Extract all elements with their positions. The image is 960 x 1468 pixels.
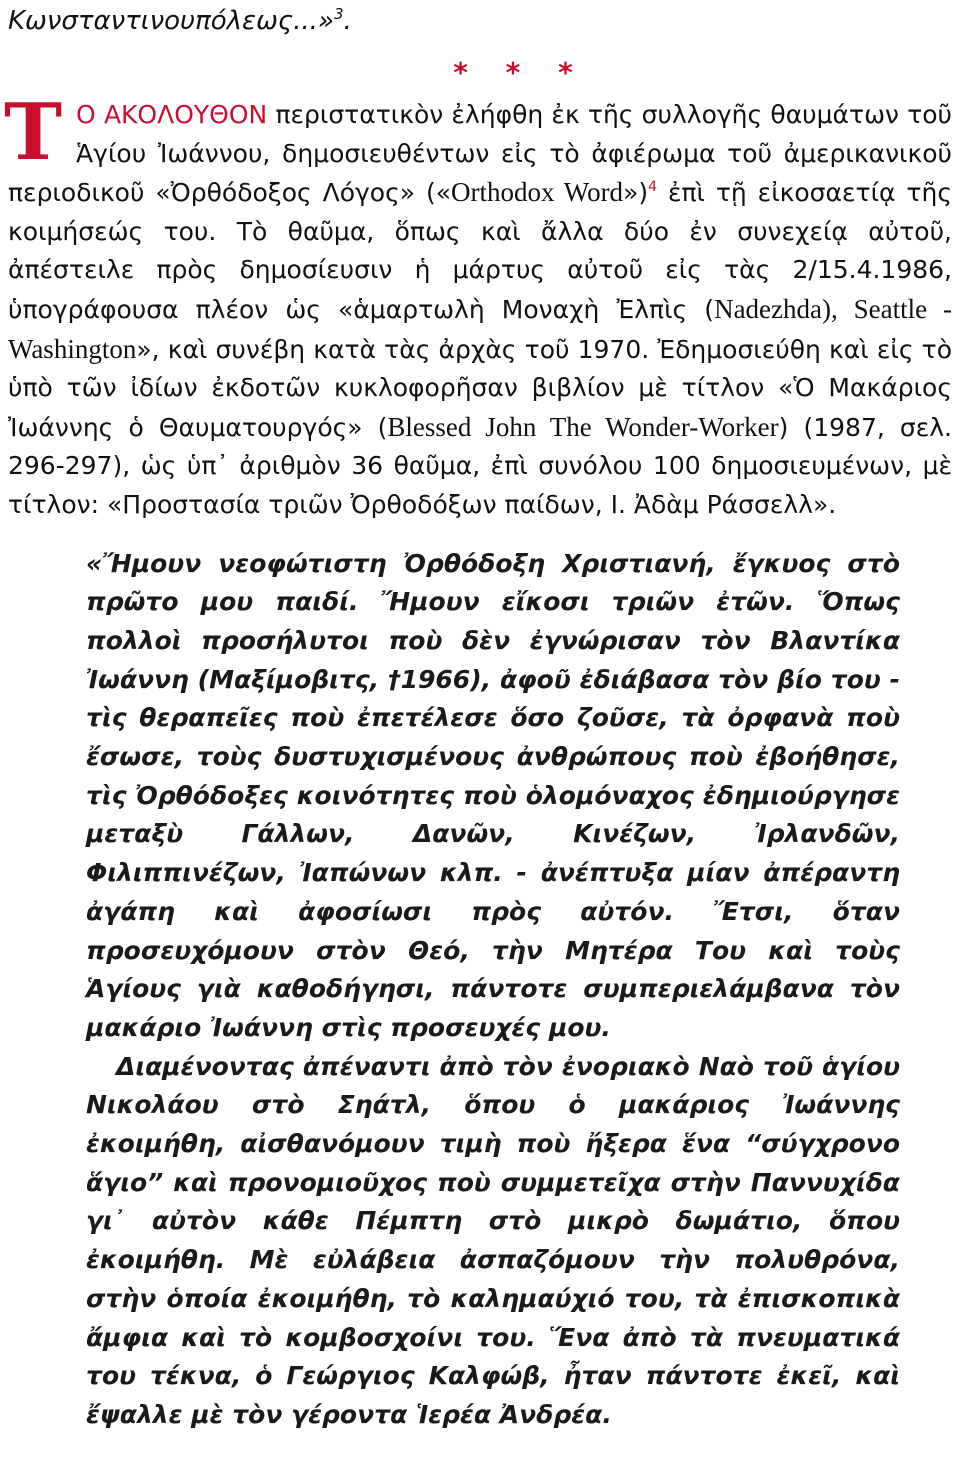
quote-paragraph-1: «Ἤμουν νεοφώτιστη Ὀρθόδοξη Χριστιανή, ἔγκυος στὸ πρῶτο μου παιδί. Ἤμουν εἴκοσι τριῶν ἐτῶν. Ὅπως πολλοὶ προσήλυτοι ποὺ δὲν ἐγνώρισαν τὸν Βλαντίκα Ἰωάννη (Μαξίμοβιτς, †1966), ἀφοῦ ἐδιάβασα τὸν βίο του - τὶς θεραπεῖες ποὺ ἐπετέλεσε ὅσο ζοῦσε, τὰ ὀρφανὰ ποὺ ἔσωσε, τοὺς δυστυχισμένους ἀνθρώπους ποὺ ἐβοήθησε, τὶς Ὀρθόδοξες κοινότητες ποὺ ὁλομόναχος ἐδημιούργησε μεταξὺ Γάλλων, Δανῶν, Κινέζων, Ἰρλανδῶν, Φιλιππινέζων, Ἰαπώνων κλπ. - ἀνέπτυξα μίαν ἀπέραντη ἀγάπη καὶ ἀφοσίωσι πρὸς αὐτόν. Ἔτσι, ὅταν προσευχόμουν στὸν Θεό, τὴν Μητέρα Του καὶ τοὺς Ἁγίους γιὰ καθοδήγησι, πάντοτε συμπεριελάμβανα τὸν μακάριο Ἰωάννη στὶς προσευχές μου. [86,548,900,1042]
section-divider: * * * [453,56,587,89]
intro-text-1: περιστατικὸν ἐλήφθη ἐκ τῆς συλλογῆς θαυμάτων τοῦ Ἁγίου Ἰωάννου, δημοσιευθέντων εἰς τὸ ἀφιέρωμα τοῦ ἀμερικανικοῦ περιοδικοῦ «Ὀρθόδοξος Λόγος» (« [8,100,953,208]
drop-cap: Τ [4,87,63,178]
previous-text-ending [8,2,952,40]
footnote-marker-4[interactable]: 4 [648,179,658,196]
intro-text-2: ») [623,178,649,208]
previous-text: Κωνσταντινουπόλεως...» [8,6,334,36]
intro-latin-3: Blessed John The Wonder-Worker [387,411,779,442]
intro-text-4: », καὶ συνέβη κατὰ τὰς ἀρχὰς τοῦ 1970. Ἐδημοσιεύθη καὶ εἰς τὸ ὑπὸ τῶν ἰδίων ἐκδοτῶν κυκλοφορῆσαν βιβλίον μὲ τίτλον «Ὁ Μακάριος Ἰωάννης ὁ Θαυματουργός» ( [8,334,952,442]
testimony-quote [86,545,900,1435]
intro-paragraph [4,87,953,525]
lead-caps: Ο ΑΚΟΛΟΥΘΟΝ [76,100,268,129]
intro-text-3: ἐπὶ τῇ εἰκοσαετίᾳ τῆς κοιμήσεώς του. Τὸ θαῦμα, ὅπως καὶ ἄλλα δύο ἐν συνεχείᾳ αὐτοῦ, ἀπέστειλε πρὸς δημοσίευσιν ἡ μάρτυς αὐτοῦ εἰς τὰς 2/15.4.1986, ὑπογράφουσα πλέον ὡς «ἁμαρτωλὴ Μοναχὴ Ἐλπὶς ( [8,178,952,324]
intro-latin-1: Orthodox Word [451,177,624,208]
intro-text-5: ) (1987, σελ. 296-297), ὡς ὑπ᾽ ἀριθμὸν 36 θαῦμα, ἐπὶ συνόλου 100 δημοσιευμένων, μὲ τίτλον: «Προστασία τριῶν Ὀρθοδόξων παίδων, Ι. Ἀδὰμ Ράσσελλ». [8,412,952,519]
intro-latin-2: Nadezhda), Seattle - Washington [8,293,953,364]
quote-paragraph-2: Διαμένοντας ἀπέναντι ἀπὸ τὸν ἐνοριακὸ Ναὸ τοῦ ἁγίου Νικολάου στὸ Σηάτλ, ὅπου ὁ μακάριος Ἰωάννης ἐκοιμήθη, αἰσθανόμουν τιμὴ ποὺ ἤξερα ἕνα “σύγχρονο ἅγιο” καὶ προνομιοῦχος ποὺ συμμετεῖχα στὴν Παννυχίδα γι᾽ αὐτὸν κάθε Πέμπτη στὸ μικρὸ δωμάτιο, ὅπου ἐκοιμήθη. Μὲ εὐλάβεια ἀσπαζόμουν τὴν πολυθρόνα, στὴν ὁποία ἐκοιμήθη, τὸ καλημαύχιό του, τὰ ἐπισκοπικὰ ἄμφια καὶ τὸ κομβοσχοίνι του. Ἕνα ἀπὸ τὰ πνευματικά του τέκνα, ὁ Γεώργιος Καλφώβ, ἦταν πάντοτε ἐκεῖ, καὶ ἔψαλλε μὲ τὸν γέροντα Ἱερέα Ἀνδρέα. [86,1051,900,1429]
previous-text-tail: . [343,6,352,36]
footnote-marker-3[interactable]: 3 [333,5,344,23]
document-page [4,0,953,1435]
